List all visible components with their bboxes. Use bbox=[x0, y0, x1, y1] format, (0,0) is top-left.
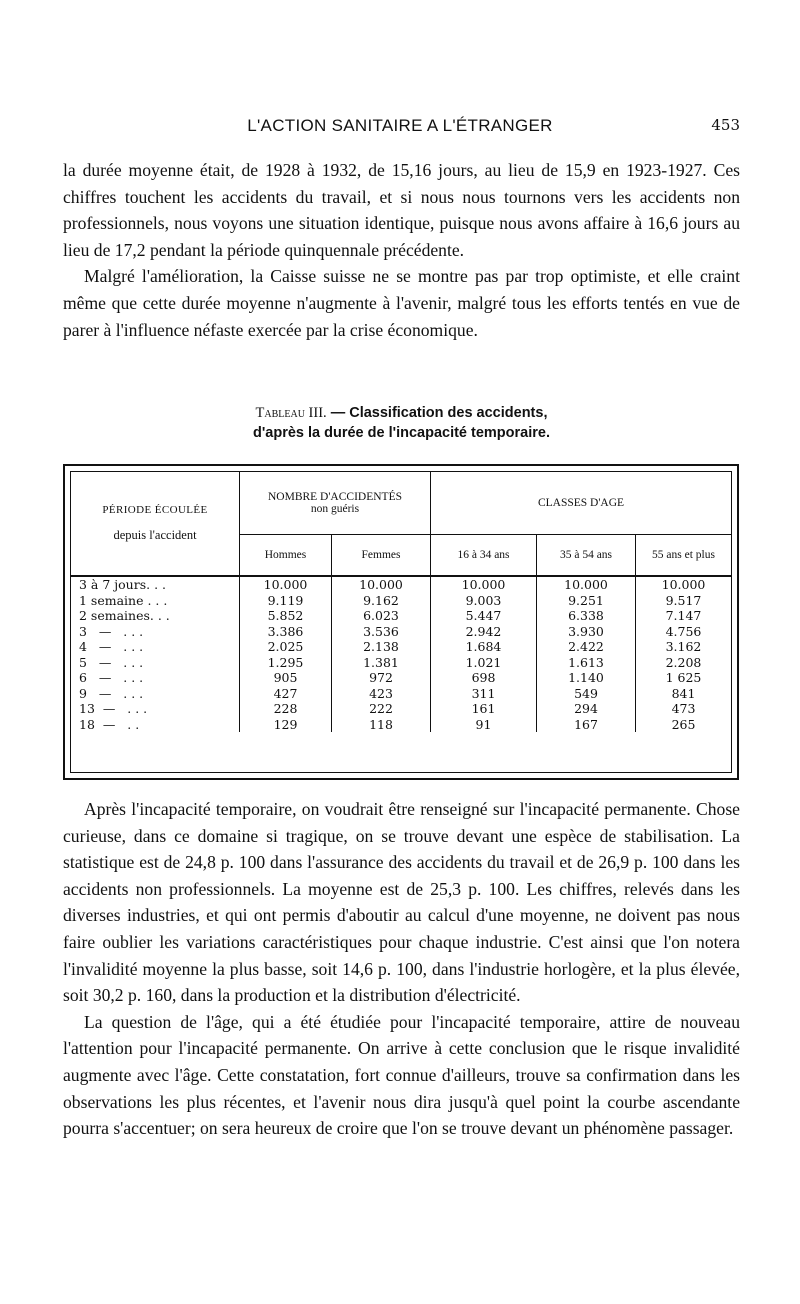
table-label: Tableau III. bbox=[255, 405, 327, 421]
group-header-accidents bbox=[240, 472, 431, 535]
cell: 3.536 bbox=[332, 624, 431, 640]
caption-line-2: d'après la durée de l'incapacité temporaire. bbox=[252, 425, 550, 441]
column-header: 35 à 54 ans bbox=[537, 535, 636, 577]
cell: 228 bbox=[240, 701, 332, 717]
row-period: 1 semaine . . . bbox=[79, 592, 168, 608]
cell: 698 bbox=[431, 670, 537, 686]
cell: 6.338 bbox=[537, 608, 636, 624]
cell: 91 bbox=[431, 717, 537, 733]
cell: 549 bbox=[537, 686, 636, 702]
cell: 6.023 bbox=[332, 608, 431, 624]
row-period: 5 — . . . bbox=[79, 654, 144, 670]
cell: 10.000 bbox=[636, 576, 732, 593]
text-block-top bbox=[63, 157, 740, 343]
paragraph: Après l'incapacité temporaire, on voudrait être renseigné sur l'incapacité permanente. Chose curieuse, dans ce domaine si tragique, on se trouve devant une espèce de stabilisation. La statistique est de 24,8 p. 100 dans l'assurance des accidents du travail et de 26,9 p. 100 dans les accidents non professionnels. La moyenne est de 25,3 p. 100. Les chiffres, relevés dans les diverses industries, et qui ont permis d'aboutir au calcul d'une moyenne, ne doivent pas nous faire oublier les variations caractéristiques pour chaque industrie. C'est ainsi que l'on notera l'invalidité moyenne la plus basse, soit 14,6 p. 100, dans l'industrie horlogère, et la plus élevée, soit 30,2 p. 160, dans la production et la distribution d'électricité. bbox=[63, 799, 740, 1006]
table-row bbox=[71, 686, 731, 702]
text-block-bottom bbox=[63, 796, 740, 1142]
cell: 1.381 bbox=[332, 655, 431, 671]
row-period: 3 à 7 jours. . . bbox=[79, 577, 166, 592]
running-header bbox=[60, 116, 740, 140]
page-number: 453 bbox=[711, 116, 740, 134]
column-header: Hommes bbox=[240, 535, 332, 577]
cell: 5.852 bbox=[240, 608, 332, 624]
row-period: 9 — . . . bbox=[79, 685, 144, 701]
cell: 1.684 bbox=[431, 639, 537, 655]
cell: 3.386 bbox=[240, 624, 332, 640]
column-header: 55 ans et plus bbox=[636, 535, 732, 577]
table-frame bbox=[63, 464, 739, 780]
table-caption bbox=[63, 403, 740, 443]
cell: 129 bbox=[240, 717, 332, 733]
row-period: 3 — . . . bbox=[79, 623, 144, 639]
table-row bbox=[71, 639, 731, 655]
table-row bbox=[71, 655, 731, 671]
table-row bbox=[71, 593, 731, 609]
group-header-age-classes bbox=[431, 472, 732, 535]
cell: 3.930 bbox=[537, 624, 636, 640]
cell: 311 bbox=[431, 686, 537, 702]
table-row bbox=[71, 608, 731, 624]
header-title: L'ACTION SANITAIRE A L'ÉTRANGER bbox=[247, 116, 553, 135]
accident-classification-table bbox=[71, 472, 731, 732]
cell: 2.422 bbox=[537, 639, 636, 655]
row-period: 6 — . . . bbox=[79, 670, 144, 685]
cell: 473 bbox=[636, 701, 732, 717]
cell: 294 bbox=[537, 701, 636, 717]
cell: 167 bbox=[537, 717, 636, 733]
table-row bbox=[71, 624, 731, 640]
row-period: 2 semaines. . . bbox=[79, 608, 170, 623]
cell: 1.613 bbox=[537, 655, 636, 671]
cell: 2.208 bbox=[636, 655, 732, 671]
paragraph: Malgré l'amélioration, la Caisse suisse ne se montre pas par trop optimiste, et elle craint même que cette durée moyenne n'augmente à l'avenir, malgré tous les efforts tentés en vue de parer à l'influence néfaste exercée par la crise économique. bbox=[63, 266, 740, 340]
cell: 972 bbox=[332, 670, 431, 686]
cell: 423 bbox=[332, 686, 431, 702]
cell: 3.162 bbox=[636, 639, 732, 655]
cell: 9.251 bbox=[537, 593, 636, 609]
cell: 10.000 bbox=[332, 576, 431, 593]
cell: 10.000 bbox=[431, 576, 537, 593]
group-header-age-label: CLASSES D'AGE bbox=[537, 497, 625, 509]
cell: 9.517 bbox=[636, 593, 732, 609]
cell: 222 bbox=[332, 701, 431, 717]
cell: 841 bbox=[636, 686, 732, 702]
caption-line-1: — Classification des accidents, bbox=[326, 405, 548, 421]
column-header: 16 à 34 ans bbox=[431, 535, 537, 577]
period-column-header bbox=[71, 472, 240, 576]
cell: 9.162 bbox=[332, 593, 431, 609]
table-inner-frame bbox=[70, 471, 732, 773]
cell: 9.003 bbox=[431, 593, 537, 609]
cell: 5.447 bbox=[431, 608, 537, 624]
table-row bbox=[71, 670, 731, 686]
cell: 10.000 bbox=[240, 576, 332, 593]
row-period: 13 — . . . bbox=[79, 701, 148, 716]
table-row bbox=[71, 576, 731, 593]
cell: 905 bbox=[240, 670, 332, 686]
cell: 1 625 bbox=[636, 670, 732, 686]
paragraph: La question de l'âge, qui a été étudiée pour l'incapacité temporaire, attire de nouveau l'attention pour l'incapacité permanente. On arrive à cette conclusion que le risque invalidité augmente avec l'âge. Cette constatation, fort connue d'ailleurs, trouve sa confirmation dans les observations les plus récentes, et l'avenir nous dira jusqu'à quel point la courbe ascendante pourra s'accentuer; on sera heureux de croire que l'on se trouve devant un phénomène passager. bbox=[63, 1011, 740, 1139]
period-header-label: PÉRIODE ÉCOULÉE bbox=[102, 504, 208, 516]
row-period: 18 — . . bbox=[79, 716, 140, 732]
cell: 2.942 bbox=[431, 624, 537, 640]
cell: 2.138 bbox=[332, 639, 431, 655]
cell: 118 bbox=[332, 717, 431, 733]
group-header-accidents-label: NOMBRE D'ACCIDENTÉS bbox=[267, 491, 402, 503]
row-period: 4 — . . . bbox=[79, 639, 144, 654]
table-row bbox=[71, 717, 731, 733]
cell: 9.119 bbox=[240, 593, 332, 609]
cell: 161 bbox=[431, 701, 537, 717]
cell: 10.000 bbox=[537, 576, 636, 593]
cell: 7.147 bbox=[636, 608, 732, 624]
cell: 427 bbox=[240, 686, 332, 702]
cell: 1.140 bbox=[537, 670, 636, 686]
cell: 1.021 bbox=[431, 655, 537, 671]
cell: 2.025 bbox=[240, 639, 332, 655]
cell: 265 bbox=[636, 717, 732, 733]
period-subheader-label: depuis l'accident bbox=[113, 528, 197, 542]
cell: 1.295 bbox=[240, 655, 332, 671]
cell: 4.756 bbox=[636, 624, 732, 640]
column-header: Femmes bbox=[332, 535, 431, 577]
paragraph: la durée moyenne était, de 1928 à 1932, de 15,16 jours, au lieu de 15,9 en 1923-1927. Ces chiffres touchent les accidents du travail, et si nous nous tournons vers les accidents non professionnels, nous voyons une situation identique, puisque nous avons affaire à 16,6 jours au lieu de 17,2 pendant la période quinquennale précédente. bbox=[63, 160, 740, 260]
group-subheader-accidents-label: non guéris bbox=[310, 503, 360, 515]
table-row bbox=[71, 701, 731, 717]
